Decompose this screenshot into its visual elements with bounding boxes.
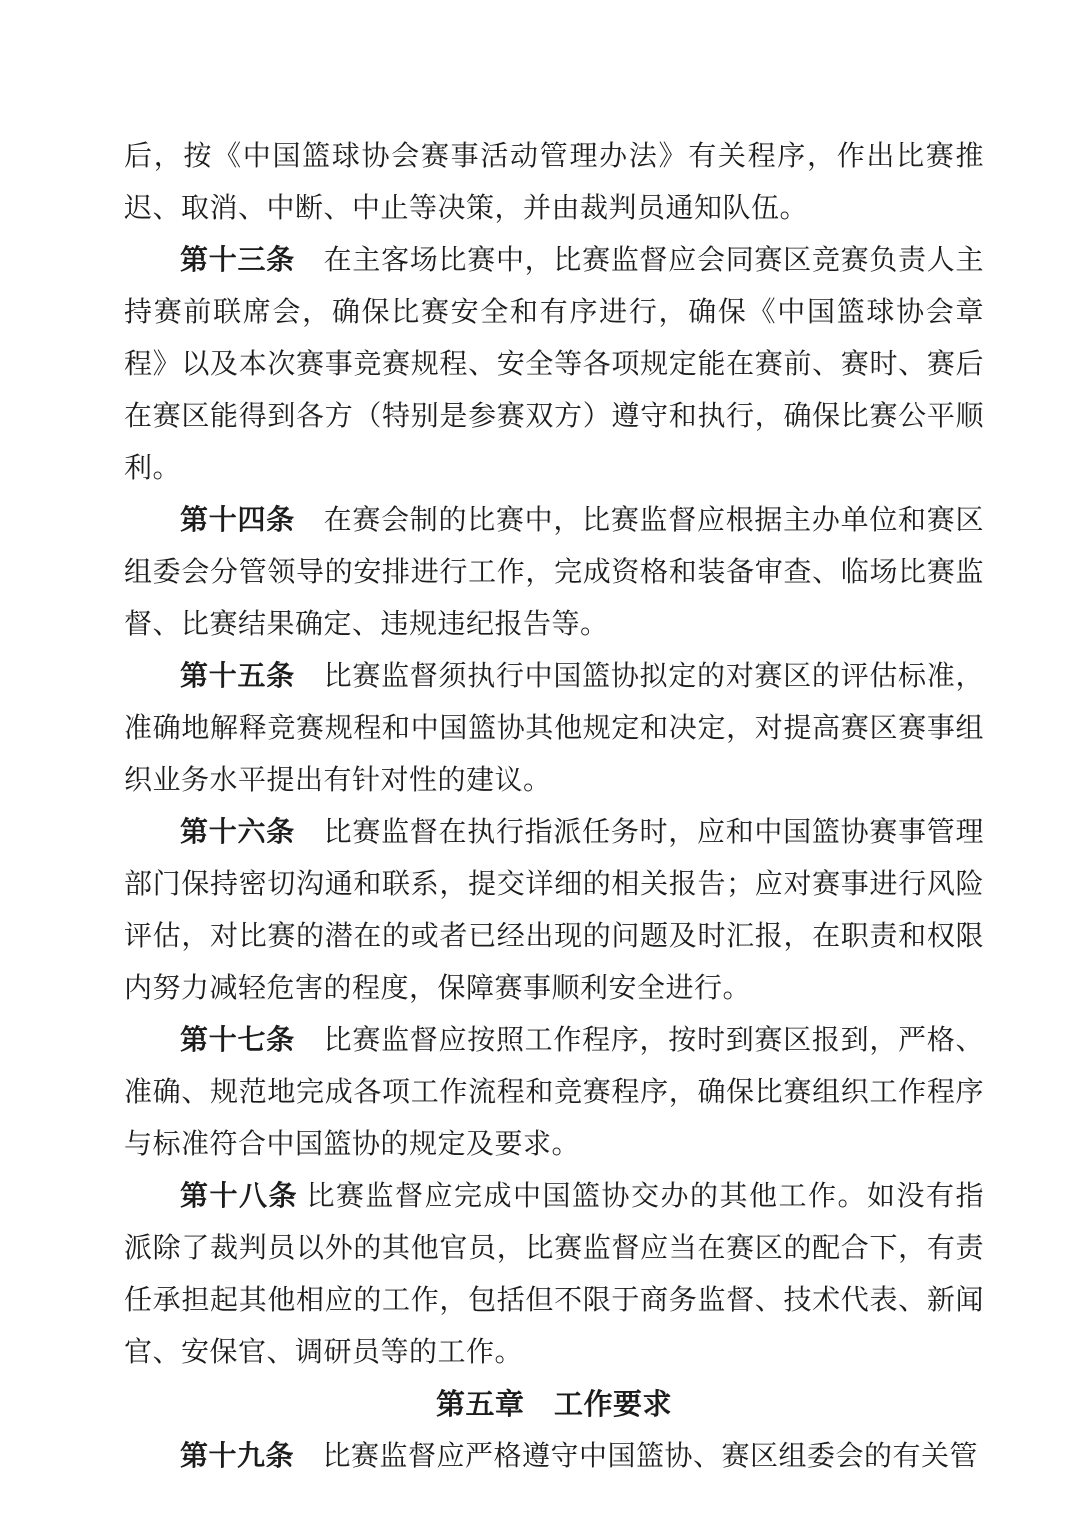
article-text: 比赛监督应按照工作程序，按时到赛区报到，严格、准确、规范地完成各项工作流程和竞赛程序，确保比赛组织工作程序与标准符合中国篮协的规定及要求。 xyxy=(124,1025,984,1160)
chapter-heading: 第五章 工作要求 xyxy=(435,1389,672,1421)
article-number: 第十五条 xyxy=(180,661,295,692)
article-number: 第十八条 xyxy=(180,1181,298,1212)
article-paragraph xyxy=(124,235,984,495)
article-number: 第十七条 xyxy=(180,1025,295,1056)
article-number: 第十三条 xyxy=(180,245,295,276)
article-paragraph xyxy=(124,1431,984,1483)
article-number: 第十四条 xyxy=(180,505,295,536)
document-body xyxy=(124,131,984,1483)
article-text: 后，按《中国篮球协会赛事活动管理办法》有关程序，作出比赛推迟、取消、中断、中止等决策，并由裁判员通知队伍。 xyxy=(124,141,984,224)
article-text: 在赛会制的比赛中，比赛监督应根据主办单位和赛区组委会分管领导的安排进行工作，完成资格和装备审查、临场比赛监督、比赛结果确定、违规违纪报告等。 xyxy=(124,505,984,640)
article-number: 第十九条 xyxy=(180,1441,295,1472)
article-paragraph xyxy=(124,807,984,1015)
article-text: 在主客场比赛中，比赛监督应会同赛区竞赛负责人主持赛前联席会，确保比赛安全和有序进行，确保《中国篮球协会章程》以及本次赛事竞赛规程、安全等各项规定能在赛前、赛时、赛后在赛区能得到各方（特别是参赛双方）遵守和执行，确保比赛公平顺利。 xyxy=(124,245,984,484)
continuation-paragraph xyxy=(124,131,984,235)
article-text: 比赛监督须执行中国篮协拟定的对赛区的评估标准，准确地解释竞赛规程和中国篮协其他规定和决定，对提高赛区赛事组织业务水平提出有针对性的建议。 xyxy=(124,661,984,796)
article-text: 比赛监督应完成中国篮协交办的其他工作。如没有指派除了裁判员以外的其他官员，比赛监督应当在赛区的配合下，有责任承担起其他相应的工作，包括但不限于商务监督、技术代表、新闻官、安保官、调研员等的工作。 xyxy=(124,1181,984,1368)
article-paragraph xyxy=(124,495,984,651)
article-text: 比赛监督在执行指派任务时，应和中国篮协赛事管理部门保持密切沟通和联系，提交详细的相关报告；应对赛事进行风险评估，对比赛的潜在的或者已经出现的问题及时汇报，在职责和权限内努力减轻危害的程度，保障赛事顺利安全进行。 xyxy=(124,817,984,1004)
article-paragraph xyxy=(124,1015,984,1171)
article-number: 第十六条 xyxy=(180,817,295,848)
article-paragraph xyxy=(124,1171,984,1379)
article-text: 比赛监督应严格遵守中国篮协、赛区组委会的有关管 xyxy=(322,1441,979,1472)
article-paragraph xyxy=(124,651,984,807)
